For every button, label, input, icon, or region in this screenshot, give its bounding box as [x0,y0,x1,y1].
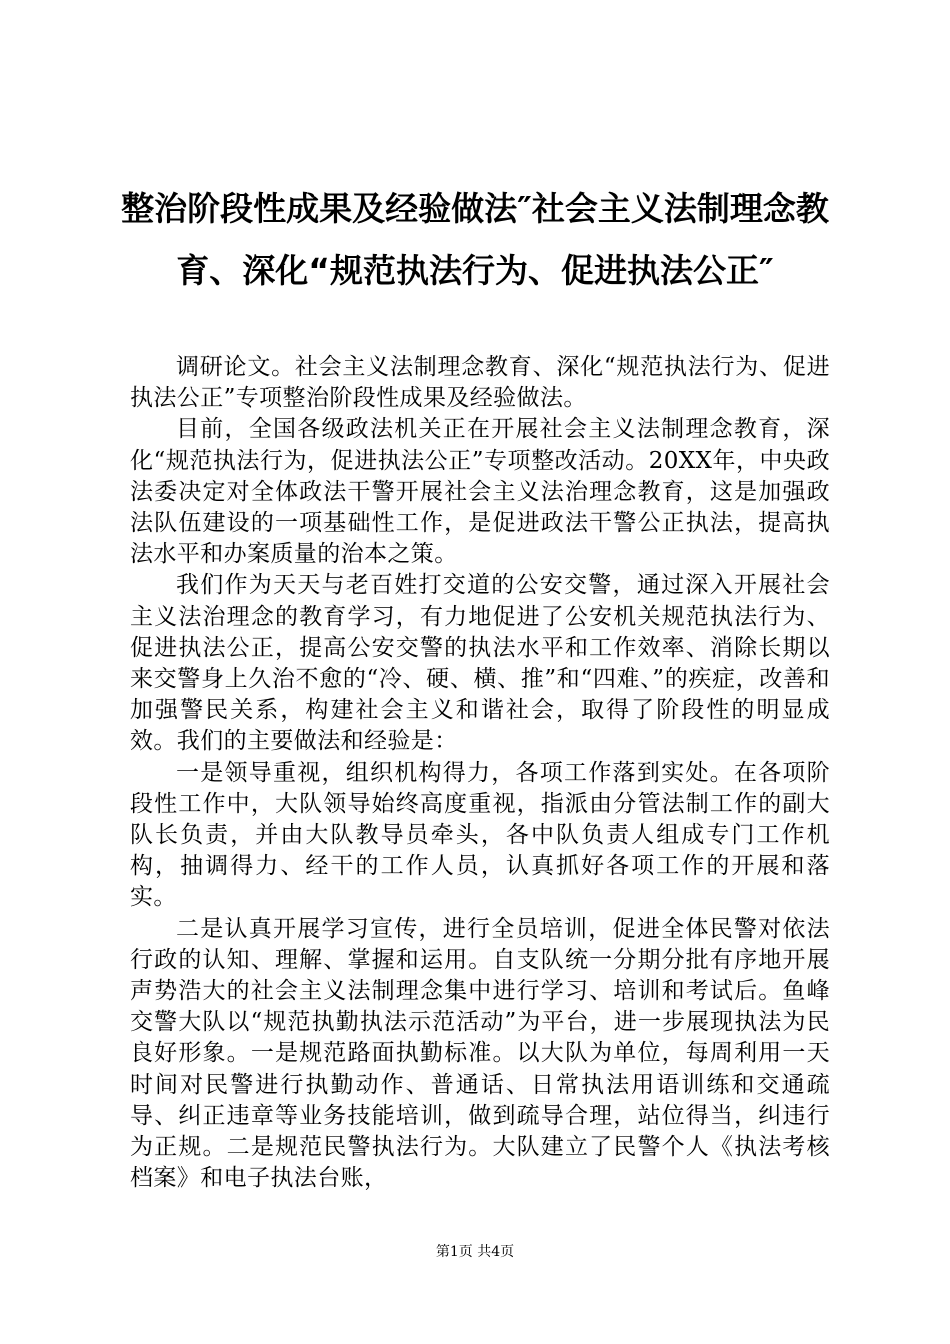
paragraph: 目前，全国各级政法机关正在开展社会主义法制理念教育，深化“规范执法行为，促进执法公正”专项整改活动。20XX年，中央政法委决定对全体政法干警开展社会主义法治理念教育，这是加强政法队伍建设的一项基础性工作，是促进政法干警公正执法，提高执法水平和办案质量的治本之策。 [130,416,830,568]
page-number-footer: 第1页 共4页 [435,1244,515,1260]
document-body [130,352,830,1194]
paragraph: 一是领导重视，组织机构得力，各项工作落到实处。在各项阶段性工作中，大队领导始终高度重视，指派由分管法制工作的副大队长负责，并由大队教导员牵头，各中队负责人组成专门工作机构，抽调得力、经干的工作人员，认真抓好各项工作的开展和落实。 [130,759,830,911]
document-title: 整治阶段性成果及经验做法″社会主义法制理念教育、深化“规范执法行为、促进执法公正″ [121,189,829,290]
paragraph: 调研论文。社会主义法制理念教育、深化“规范执法行为、促进执法公正”专项整治阶段性成果及经验做法。 [130,354,830,412]
paragraph: 二是认真开展学习宣传，进行全员培训，促进全体民警对依法行政的认知、理解、掌握和运用。自支队统一分期分批有序地开展声势浩大的社会主义法制理念集中进行学习、培训和考试后。鱼峰交警大队以“规范执勤执法示范活动”为平台，进一步展现执法为民良好形象。一是规范路面执勤标准。以大队为单位，每周利用一天时间对民警进行执勤动作、普通话、日常执法用语训练和交通疏导、纠正违章等业务技能培训，做到疏导合理，站位得当，纠违行为正规。二是规范民警执法行为。大队建立了民警个人《执法考核档案》和电子执法台账， [130,915,830,1192]
paragraph: 我们作为天天与老百姓打交道的公安交警，通过深入开展社会主义法治理念的教育学习，有力地促进了公安机关规范执法行为、促进执法公正，提高公安交警的执法水平和工作效率、消除长期以来交警身上久治不愈的“冷、硬、横、推”和“四难、”的疾症，改善和加强警民关系，构建社会主义和谐社会，取得了阶段性的明显成效。我们的主要做法和经验是： [130,572,830,755]
